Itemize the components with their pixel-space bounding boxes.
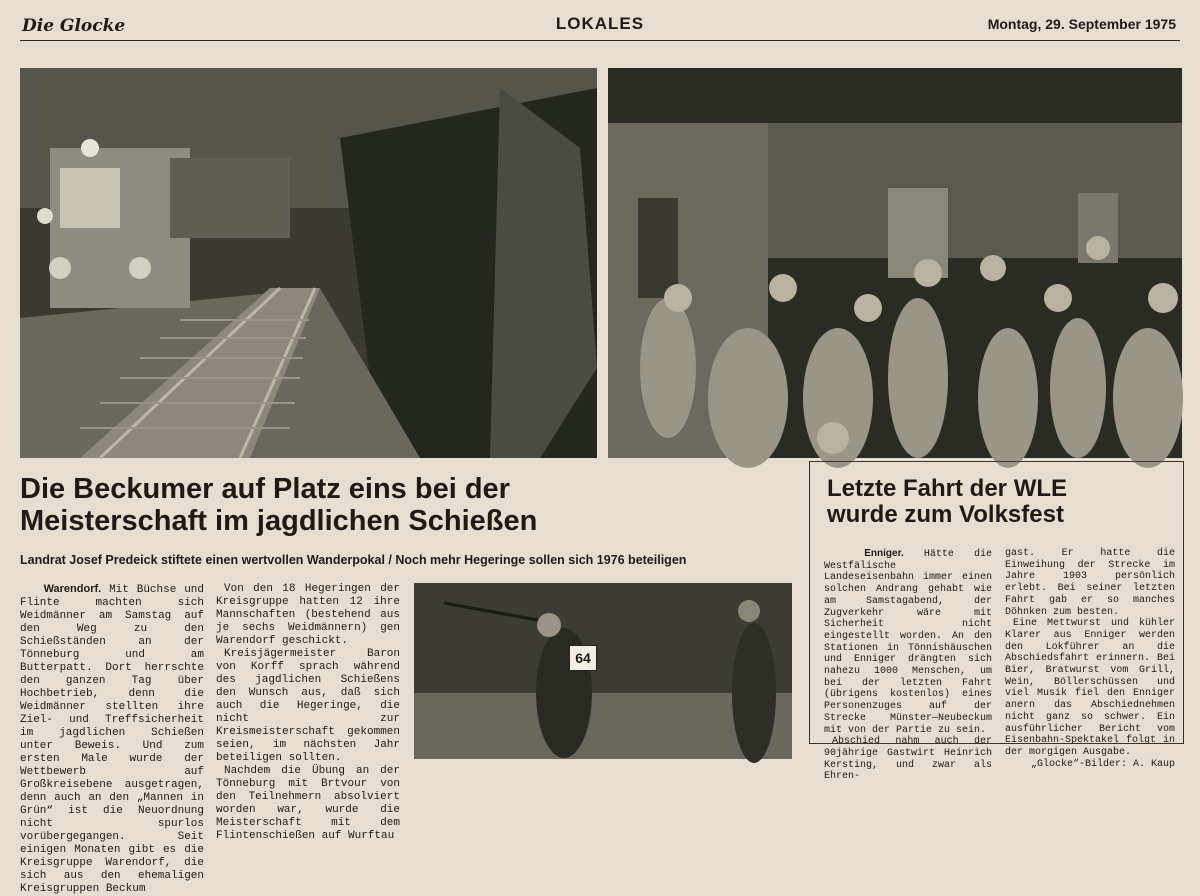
side-article-paragraph: gast. Er hatte die Einweihung der Strecke im Jahre 1903 persönlich erlebt. Bei seiner letzten Fahrt gab er so manches Döhnken zum besten.: [1005, 548, 1175, 618]
side-article-text: Hätte die Westfälische Landeseisenbahn immer einen solchen Andrang gehabt wie am Samstagabend, der Zugverkehr wäre mit Sicherheit nicht eingestellt worden. An den Stationen in Tönnishäuschen und Enniger drängten sich nahezu 1000 Menschen, um bei der letzten Fahrt (übrigens kostenlos) eines Personenzuges auf der Strecke Münster—Neubeckum mit von der Partie zu sein.: [824, 549, 992, 736]
photo-crowd-train: [608, 68, 1182, 458]
main-article-paragraph: Von den 18 Hegeringen der Kreisgruppe hatten 12 ihre Mannschaften (bestehend aus je sechs Weidmännern) gen Warendorf geschickt.: [216, 583, 400, 647]
side-article-column-2: [1005, 548, 1175, 770]
side-headline-line1: Letzte Fahrt der WLE: [827, 475, 1068, 502]
main-subheadline: Landrat Josef Predeick stiftete einen wertvollen Wanderpokal / Noch mehr Hegeringe sollen sich 1976 beteiligen: [20, 553, 687, 567]
dateline-enniger: Enniger.: [864, 548, 904, 559]
main-article-column-1: [20, 583, 204, 895]
side-article-column-1: [824, 548, 992, 783]
side-headline-line2: wurde zum Volksfest: [827, 501, 1064, 529]
shooter-number-tag: 64: [569, 645, 597, 671]
main-headline: [20, 474, 800, 538]
main-article-paragraph: Kreisjägermeister Baron von Korff sprach während des jagdlichen Schießens den Wunsch aus, daß sich auch die Hegeringe, die nicht zur Kreismeisterschaft gekommen seien, im nächsten Jahr beteiligen sollten.: [216, 648, 400, 764]
side-article-paragraph: [824, 548, 992, 736]
main-headline-line2: Meisterschaft im jagdlichen Schießen: [20, 504, 538, 537]
side-article-paragraph: Abschied nahm auch der 90jährige Gastwirt Heinrich Kersting, und zwar als Ehren-: [824, 736, 992, 783]
main-article-paragraph: Nachdem die Übung an der Tönneburg mit Brtvour von den Teilnehmern absolviert worden war, wurde die Meisterschaft mit dem Flintenschießen auf Wurftau: [216, 765, 400, 842]
side-headline: [827, 476, 1177, 529]
main-article-paragraph: [20, 583, 204, 896]
header-rule: [20, 40, 1180, 41]
side-article-box: [809, 461, 1184, 783]
issue-date: Montag, 29. September 1975: [987, 16, 1176, 32]
photo-locomotive: [20, 68, 597, 458]
main-article-text: Mit Büchse und Flinte machten sich Weidmänner am Samstag auf den Weg zu den Schießständen an der Tönneburg und am Butterpatt. Dort herrschte den ganzen Tag über Hochbetrieb, denn die Weidmänner stellten ihre Ziel- und Treffsicherheit im jagdlichen Schießen unter Beweis. Und zum ersten Male wurde der Wettbewerb auf Großkreisebene ausgetragen, denn auch an den „Mannen in Grün“ ist die Neuordnung nicht spurlos vorübergegangen. Seit einigen Monaten gibt es die Kreisgruppe Warendorf, die sich aus den ehemaligen Kreisgruppen Beckum: [20, 584, 204, 895]
masthead: Die Glocke: [22, 16, 126, 36]
section-title: LOKALES: [555, 14, 645, 33]
dateline-warendorf: Warendorf.: [43, 583, 102, 595]
main-headline-line1: Die Beckumer auf Platz eins bei der: [20, 473, 510, 505]
photo-credit: „Glocke“-Bilder: A. Kaup: [1030, 758, 1175, 770]
side-article-paragraph: Eine Mettwurst und kühler Klarer aus Enniger werden den Lokführer an die Abschiedsfahrt erinnern. Bei Bier, Bratwurst vom Grill, Wein, Böllerschüssen und viel Musik fiel den Enniger anern das Abschiednehmen nicht ganz so schwer. Ein ausführlicher Bericht vom Eisenbahn-Spektakel folgt in der morgigen Ausgabe.: [1005, 618, 1175, 758]
main-article-column-2: [216, 583, 400, 842]
photo-shooter: [414, 583, 792, 759]
